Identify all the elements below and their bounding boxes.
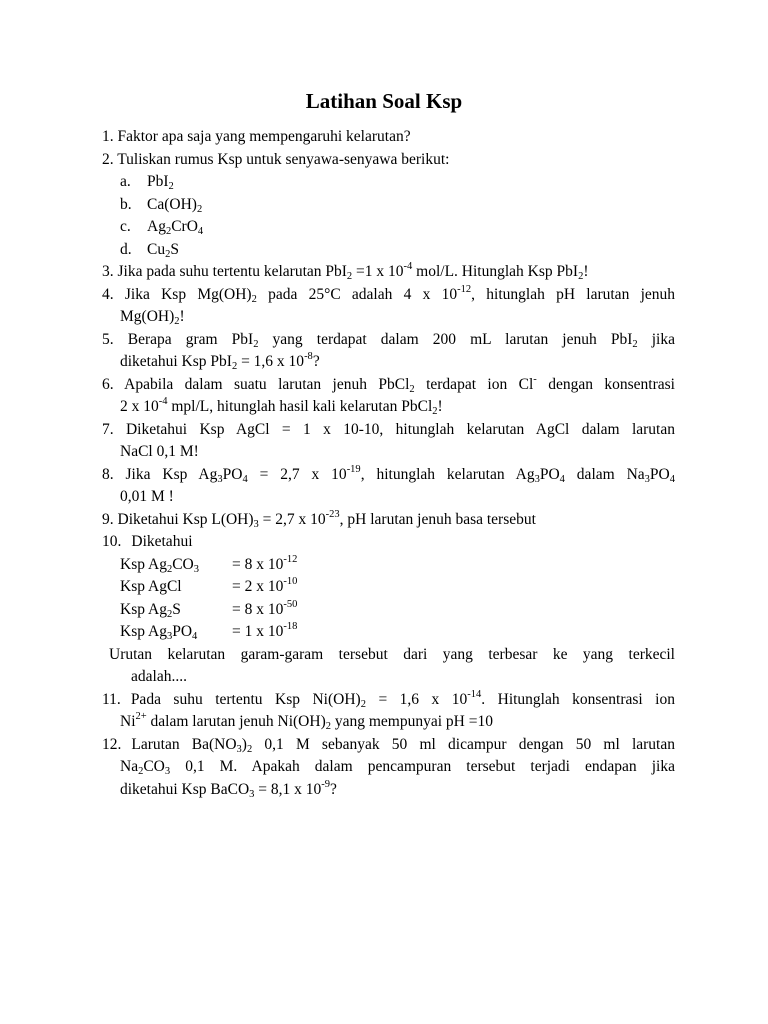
text-run: Ni <box>120 713 136 730</box>
question-11-cont <box>102 711 675 734</box>
text-run: mol/L. Hitunglah Ksp PbI <box>412 263 579 280</box>
subscript: 2 <box>138 766 144 777</box>
superscript: -9 <box>321 778 331 790</box>
subscript: 2 <box>409 383 415 395</box>
ksp-row-ag3po4 <box>102 621 675 644</box>
subscript: 2 <box>325 721 331 732</box>
text-run: mpl/L, hitunglah hasil kali kelarutan PbCl <box>167 398 433 415</box>
ksp-label <box>120 599 232 624</box>
question-7 <box>102 419 675 442</box>
question-10-task-cont <box>102 666 675 689</box>
text-run: Na <box>120 758 139 775</box>
text-run: Ksp Ag <box>120 623 167 640</box>
subscript: 2 <box>253 338 259 350</box>
superscript: -18 <box>283 621 298 632</box>
ksp-value <box>232 598 298 618</box>
text-run: diketahui Ksp BaCO <box>120 780 250 798</box>
subscript: 4 <box>192 631 198 642</box>
text-run: = 2 x 10 <box>232 578 284 595</box>
sub-item-d <box>102 239 675 262</box>
text-run: dalam Na <box>564 465 645 483</box>
sub-label: a. <box>120 173 131 190</box>
question-7-cont <box>102 441 675 464</box>
formula <box>147 173 174 190</box>
superscript: -4 <box>403 261 413 272</box>
question-5-cont <box>102 351 675 374</box>
question-2 <box>102 149 675 172</box>
question-8 <box>102 464 675 487</box>
text-run: 7. Diketahui Ksp AgCl = 1 x 10-10, hitunglah kelarutan AgCl dalam larutan <box>102 420 675 438</box>
superscript: -12 <box>457 283 472 295</box>
subscript: 2 <box>174 316 180 327</box>
text-run: diketahui Ksp PbI <box>120 353 232 370</box>
subscript: 4 <box>197 226 204 237</box>
text-run: dalam larutan jenuh Ni(OH) <box>146 713 326 730</box>
text-run: S <box>170 240 179 258</box>
subscript: 3 <box>644 473 650 485</box>
text-run: = 8,1 x 10 <box>254 780 322 798</box>
text-run: Ksp Ag <box>120 555 167 573</box>
subscript: 2 <box>166 563 173 575</box>
ksp-label <box>120 621 232 646</box>
text-run: 0,1 M sebanyak 50 ml dicampur dengan 50 ml larutan <box>252 735 675 753</box>
text-run: 8. Jika Ksp Ag <box>102 465 218 483</box>
superscript: 2+ <box>135 711 147 722</box>
text-run: ! <box>583 263 589 280</box>
text-run: 0,01 M ! <box>120 488 174 505</box>
subscript: 4 <box>242 473 248 485</box>
text-run: PbI <box>147 173 169 190</box>
text-run: ) <box>241 735 247 753</box>
text-run: yang mempunyai pH =10 <box>330 713 493 730</box>
text-run: S <box>172 600 181 618</box>
superscript: - <box>533 373 537 385</box>
text-run: ! <box>179 308 185 325</box>
text-run: Pada suhu tertentu Ksp Ni(OH) <box>130 690 361 708</box>
ksp-value <box>232 623 297 640</box>
text: 2. Tuliskan rumus Ksp untuk senyawa-senyawa berikut: <box>102 150 450 168</box>
text-run: ! <box>437 398 443 415</box>
subscript: 2 <box>196 203 203 215</box>
text-run: 4. Jika Ksp Mg(OH) <box>102 285 252 303</box>
text-run: 9. Diketahui Ksp L(OH) <box>102 510 254 528</box>
text-run: terdapat ion Cl <box>414 375 534 393</box>
text-run: CrO <box>171 218 198 235</box>
superscript: -50 <box>283 598 298 610</box>
question-12 <box>102 734 675 757</box>
superscript: -4 <box>158 396 168 407</box>
text-run: Cu <box>147 240 166 258</box>
subscript: 2 <box>246 743 253 755</box>
text-run: CO <box>172 555 194 573</box>
text-run: ? <box>312 353 320 370</box>
ksp-value <box>232 578 297 595</box>
question-8-cont <box>102 486 675 509</box>
text-run: PO <box>649 465 670 483</box>
text-run: = 1,6 x 10 <box>237 353 305 370</box>
text-run: = 1 x 10 <box>232 623 284 640</box>
text-run: = 1,6 x 10 <box>365 690 468 708</box>
text-run: Ksp Ag <box>120 600 167 618</box>
text-run: Diketahui <box>131 533 193 550</box>
text-run: , pH larutan jenuh basa tersebut <box>339 510 536 528</box>
text-run: CO <box>143 758 165 775</box>
question-4-cont <box>102 306 675 329</box>
sub-label: c. <box>120 218 131 235</box>
subscript: 2 <box>432 406 438 417</box>
subscript: 4 <box>559 473 565 485</box>
question-3 <box>102 261 675 284</box>
text-run: , hitunglah kelarutan Ag <box>360 465 535 483</box>
subscript: 2 <box>168 181 174 192</box>
subscript: 3 <box>253 518 259 530</box>
subscript: 3 <box>534 473 540 485</box>
sub-item-c <box>102 216 675 239</box>
subscript: 2 <box>632 338 638 350</box>
sub-item-b <box>102 194 675 217</box>
question-5 <box>102 329 675 352</box>
subscript: 3 <box>164 766 171 777</box>
ksp-label <box>120 576 232 599</box>
formula <box>147 196 202 213</box>
subscript: 2 <box>231 361 238 372</box>
question-11 <box>102 689 675 712</box>
text-run: . Hitunglah konsentrasi ion <box>481 690 675 708</box>
ksp-row-agcl <box>102 576 675 599</box>
text-run: pada 25°C adalah 4 x 10 <box>256 285 458 303</box>
subscript: 2 <box>346 271 353 282</box>
superscript: -14 <box>467 688 482 700</box>
superscript: -23 <box>325 508 340 520</box>
text-run: yang terdapat dalam 200 mL larutan jenuh PbI <box>258 330 633 348</box>
text-run: 6. Apabila dalam suatu larutan jenuh PbCl <box>102 375 410 393</box>
text: 1. Faktor apa saja yang mempengaruhi kelarutan? <box>102 128 411 145</box>
superscript: -8 <box>304 351 313 362</box>
text-run: jika <box>637 330 675 348</box>
formula <box>147 218 203 235</box>
subscript: 2 <box>165 226 172 237</box>
text-run: ? <box>330 780 337 798</box>
subscript: 2 <box>165 248 171 260</box>
subscript: 4 <box>669 473 675 485</box>
subscript: 3 <box>217 473 223 485</box>
text-run: 11. <box>102 690 121 708</box>
sub-label: b. <box>120 195 132 213</box>
text-run: Ksp AgCl <box>120 578 182 595</box>
text-run: dengan konsentrasi <box>536 375 675 393</box>
text-run: Ca(OH) <box>147 195 197 213</box>
text-run: 12. <box>102 735 122 753</box>
text-run: = 2,7 x 10 <box>247 465 347 483</box>
text-run: = 2,7 x 10 <box>258 510 326 528</box>
text-run: 10. <box>102 533 122 550</box>
subscript: 2 <box>166 608 173 620</box>
question-12-cont-2 <box>102 779 675 802</box>
superscript: -19 <box>346 463 361 475</box>
subscript: 3 <box>236 743 242 755</box>
text-run: PO <box>172 623 193 640</box>
question-4 <box>102 284 675 307</box>
text-run: =1 x 10 <box>352 263 404 280</box>
text-run: = 8 x 10 <box>232 555 284 573</box>
sub-item-a <box>102 171 675 194</box>
subscript: 3 <box>249 788 255 800</box>
text-run: , hitunglah pH larutan jenuh <box>471 285 675 303</box>
ksp-label <box>120 554 232 579</box>
text-run: 2 x 10 <box>120 398 159 415</box>
ksp-row-ag2s <box>102 599 675 622</box>
text-run: Larutan Ba(NO <box>131 735 237 753</box>
text-run: NaCl 0,1 M! <box>120 443 199 460</box>
subscript: 2 <box>360 698 366 710</box>
page-title: Latihan Soal Ksp <box>305 89 463 113</box>
superscript: -12 <box>283 553 298 565</box>
text-run: 0,1 M. Apakah dalam pencampuran tersebut terjadi endapan jika <box>170 758 675 775</box>
sub-label: d. <box>120 240 132 258</box>
text-run: PO <box>539 465 560 483</box>
question-12-cont <box>102 756 675 779</box>
subscript: 2 <box>251 293 257 305</box>
text-run: 5. Berapa gram PbI <box>102 330 254 348</box>
question-10 <box>102 531 675 554</box>
text-run: adalah.... <box>131 668 187 685</box>
subscript: 3 <box>193 563 199 575</box>
question-10-task <box>102 644 675 667</box>
question-6 <box>102 374 675 397</box>
ksp-row-ag2co3 <box>102 554 675 577</box>
text-run: = 8 x 10 <box>232 600 284 618</box>
question-1 <box>102 126 675 149</box>
formula <box>147 241 179 258</box>
text-run: Urutan kelarutan garam-garam tersebut dari yang terbesar ke yang terkecil <box>109 645 675 663</box>
text-run: PO <box>222 465 243 483</box>
superscript: -10 <box>283 576 298 587</box>
subscript: 2 <box>578 271 584 282</box>
question-6-cont <box>102 396 675 419</box>
question-list <box>102 126 675 801</box>
text-run: 3. Jika pada suhu tertentu kelarutan PbI <box>102 263 347 280</box>
subscript: 3 <box>166 631 173 642</box>
text-run: Ag <box>147 218 166 235</box>
question-9 <box>102 509 675 532</box>
ksp-value <box>232 553 298 573</box>
text-run: Mg(OH) <box>120 308 175 325</box>
